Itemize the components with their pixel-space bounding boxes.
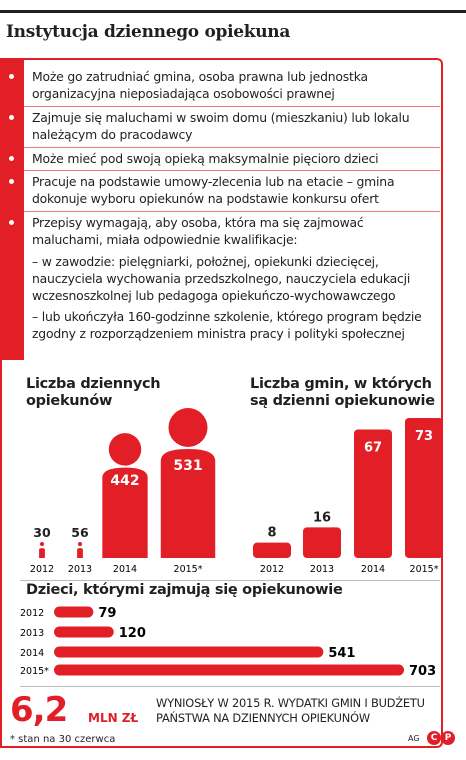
separator: [24, 147, 440, 148]
data-label: 703: [409, 664, 437, 679]
tick-label: 2012: [20, 608, 45, 619]
tick-label: 2014: [112, 564, 138, 575]
bullet-text: Przepisy wymagają, aby osoba, która ma się zajmować maluchami, miała odpowiednie kwalifikacje:: [32, 215, 364, 247]
data-label: 56: [71, 525, 89, 540]
amount-unit: MLN ZŁ: [88, 711, 139, 725]
chart2-gminy: [246, 410, 446, 575]
bullet-subtext: – w zawodzie: pielęgniarki, położnej, opiekunki dziecięcej, nauczyciela wychowania przedszkolnego, nauczyciela edukacji wczesnoszkolnej lub pedagoga opiekuńczo-wychowawczego: [32, 254, 411, 303]
bullet-dot-icon: [9, 220, 14, 225]
chart1-opiekunowie: [20, 395, 230, 575]
bullet-bar: [0, 58, 24, 360]
figure-head: [109, 433, 141, 465]
chart1-title: Liczba dziennych opiekunów: [26, 376, 161, 409]
bullet-text: Może go zatrudniać gmina, osoba prawna lub jednostka organizacyjna nieposiadająca osobowości prawnej: [32, 69, 368, 101]
data-label: 79: [98, 606, 117, 621]
bar: [54, 665, 404, 676]
tick-label: 2015*: [173, 564, 203, 575]
figure-head: [40, 542, 44, 546]
bullet-dot-icon: [9, 179, 14, 184]
tick-label: 2015*: [409, 564, 439, 575]
data-label: 16: [312, 510, 332, 526]
tick-label: 2014: [20, 648, 45, 659]
data-label: 541: [328, 646, 356, 661]
copyright-logo-icon: C: [427, 731, 441, 745]
tick-label: 2013: [67, 564, 93, 575]
tick-label: 2013: [20, 628, 45, 639]
data-label: 73: [414, 429, 434, 444]
figure-body: [77, 548, 83, 558]
chart2-title: Liczba gmin, w których są dzienni opiekunowie: [250, 376, 435, 409]
publisher-logo-icon: P: [441, 731, 455, 745]
footnote: * stan na 30 czerwca: [10, 734, 116, 745]
bullet-text: Może mieć pod swoją opieką maksymalnie pięcioro dzieci: [32, 151, 379, 166]
data-label: 120: [118, 626, 146, 641]
bar: [54, 627, 114, 638]
page-title: Instytucja dziennego opiekuna: [6, 22, 291, 42]
bar: [54, 647, 323, 658]
separator: [24, 170, 440, 171]
amount-value: 6,2: [10, 690, 68, 730]
data-label: 67: [363, 440, 383, 456]
bullet-dot-icon: [9, 115, 14, 120]
bar: [253, 543, 291, 558]
bar: [54, 607, 93, 618]
credit: AG: [408, 734, 420, 743]
bullet-dot-icon: [9, 156, 14, 161]
divider: [20, 580, 440, 581]
separator: [24, 211, 440, 212]
divider: [20, 686, 440, 687]
bullet-text: Zajmuje się maluchami w swoim domu (mieszkaniu) lub lokalu należącym do pracodawcy: [32, 110, 410, 142]
chart3-dzieci: [20, 600, 440, 680]
data-label: 30: [33, 525, 51, 540]
amount-description: WYNIOSŁY W 2015 R. WYDATKI GMIN I BUDŻETU PAŃSTWA NA DZIENNYCH OPIEKUNÓW: [156, 696, 425, 725]
tick-label: 2012: [259, 564, 285, 575]
data-label: 442: [110, 473, 140, 490]
figure-head: [169, 408, 208, 447]
figure-body: [39, 548, 45, 558]
chart3-title: Dzieci, którymi zajmują się opiekunowie: [26, 582, 343, 598]
data-label: 531: [173, 458, 203, 474]
tick-label: 2012: [29, 564, 55, 575]
bullet-dot-icon: [9, 74, 14, 79]
tick-label: 2013: [309, 564, 335, 575]
bullet-text: Pracuje na podstawie umowy-zlecenia lub na etacie – gmina dokonuje wyboru opiekunów na podstawie konkursu ofert: [32, 174, 395, 206]
bar: [303, 527, 341, 558]
data-label: 8: [267, 525, 277, 541]
tick-label: 2015*: [20, 666, 49, 677]
figure-head: [78, 542, 82, 546]
bullet-subtext: – lub ukończyła 160-godzinne szkolenie, którego program będzie zgodny z rozporządzeniem ministra pracy i polityki społecznej: [32, 309, 422, 341]
separator: [24, 106, 440, 107]
top-rule: [0, 10, 466, 13]
tick-label: 2014: [360, 564, 386, 575]
